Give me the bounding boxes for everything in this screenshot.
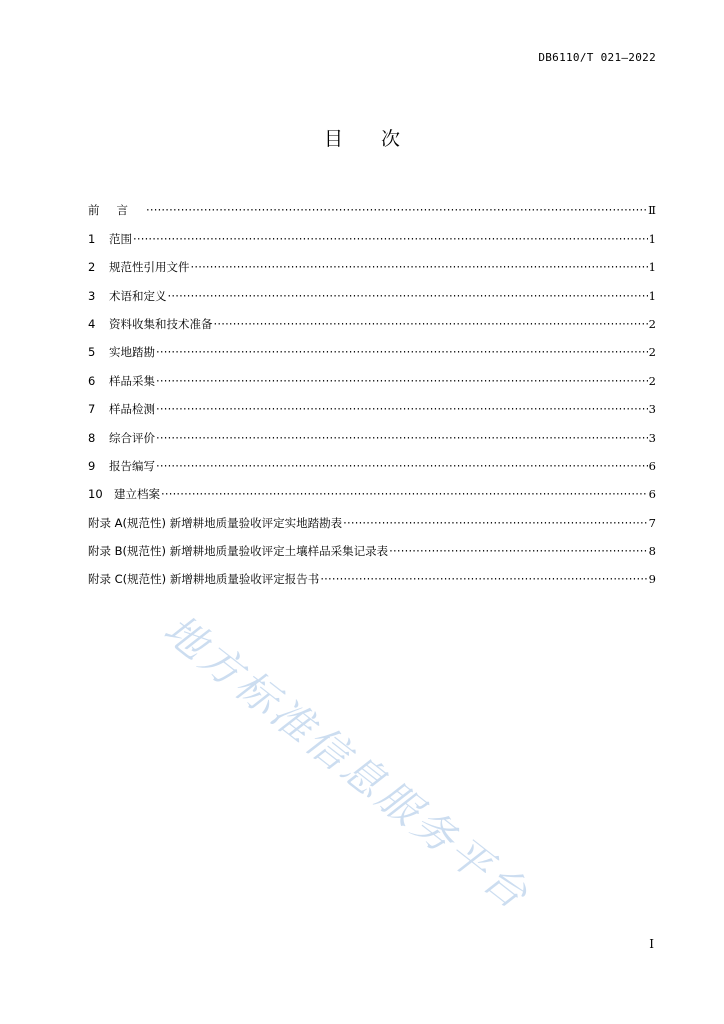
toc-leader-dots	[320, 572, 647, 586]
toc-entry-4[interactable]	[88, 303, 656, 331]
toc-entry-3[interactable]	[88, 274, 656, 302]
toc-leader-dots	[161, 487, 648, 501]
standard-code: DB6110/T 021—2022	[538, 51, 656, 64]
toc-leader-dots	[156, 402, 648, 416]
toc-entry-number: 8	[88, 430, 96, 445]
toc-entry-page: 1	[648, 260, 656, 275]
toc-entry-number: 9	[88, 458, 96, 473]
toc-leader-dots	[214, 317, 648, 331]
toc-entry-page: 6	[648, 458, 656, 473]
watermark: 地方标准信息服务平台	[154, 605, 540, 920]
toc-entry-label: 建立档案	[114, 487, 160, 502]
toc-entry-page: 2	[648, 316, 656, 331]
toc-entry-label: 附录 C(规范性) 新增耕地质量验收评定报告书	[88, 572, 320, 587]
toc-entry-number: 5	[88, 345, 96, 360]
toc-entry-page: 2	[648, 373, 656, 388]
page-number: I	[649, 937, 654, 951]
toc-leader-dots	[156, 459, 648, 473]
toc-entry-number: 4	[88, 316, 96, 331]
toc-leader-dots	[156, 345, 648, 359]
toc-entry-1[interactable]	[88, 217, 656, 245]
toc-entry-label: 资料收集和技术准备	[109, 316, 213, 331]
toc-entry-label: 附录 A(规范性) 新增耕地质量验收评定实地踏勘表	[88, 515, 343, 530]
toc-entry-page: Ⅱ	[648, 203, 656, 218]
toc-entry-appendix-b[interactable]	[88, 530, 656, 558]
toc-entry-page: 8	[648, 544, 656, 559]
toc-entry-page: 9	[648, 572, 656, 587]
toc-entry-number: 10	[88, 487, 103, 502]
toc-entry-page: 3	[648, 430, 656, 445]
toc-entry-page: 3	[648, 402, 656, 417]
toc-entry-label: 综合评价	[109, 430, 155, 445]
toc-entry-label: 样品采集	[109, 373, 155, 388]
toc-entry-page: 7	[648, 515, 656, 530]
toc-entry-page: 1	[648, 231, 656, 246]
toc-entry-page: 6	[648, 487, 656, 502]
toc-entry-6[interactable]	[88, 359, 656, 387]
toc-entry-appendix-a[interactable]	[88, 501, 656, 529]
toc-entry-label: 术语和定义	[109, 288, 167, 303]
table-of-contents	[88, 189, 656, 586]
toc-entry-label: 报告编写	[109, 458, 155, 473]
toc-entry-page: 1	[648, 288, 656, 303]
toc-leader-dots	[343, 516, 648, 530]
toc-entry-10[interactable]	[88, 473, 656, 501]
toc-leader-dots	[156, 374, 648, 388]
toc-entry-label: 附录 B(规范性) 新增耕地质量验收评定土壤样品采集记录表	[88, 544, 389, 559]
toc-leader-dots	[168, 289, 648, 303]
toc-leader-dots	[389, 544, 648, 558]
toc-entry-5[interactable]	[88, 331, 656, 359]
toc-leader-dots	[133, 232, 648, 246]
toc-entry-number: 7	[88, 402, 96, 417]
toc-leader-dots	[156, 431, 648, 445]
toc-entry-appendix-c[interactable]	[88, 558, 656, 586]
toc-entry-foreword[interactable]	[88, 189, 656, 217]
toc-entry-page: 2	[648, 345, 656, 360]
toc-entry-label: 样品检测	[109, 402, 155, 417]
toc-entry-2[interactable]	[88, 246, 656, 274]
toc-entry-8[interactable]	[88, 416, 656, 444]
toc-entry-label: 规范性引用文件	[109, 260, 190, 275]
toc-entry-number: 2	[88, 260, 96, 275]
toc-entry-label: 前言	[88, 203, 145, 218]
toc-leader-dots	[191, 260, 648, 274]
toc-entry-9[interactable]	[88, 445, 656, 473]
toc-entry-label: 范围	[109, 231, 132, 246]
toc-entry-number: 1	[88, 231, 96, 246]
toc-entry-number: 3	[88, 288, 96, 303]
toc-entry-number: 6	[88, 373, 96, 388]
toc-entry-label: 实地踏勘	[109, 345, 155, 360]
toc-entry-7[interactable]	[88, 388, 656, 416]
page-title: 目 次	[323, 128, 417, 150]
toc-leader-dots	[146, 203, 647, 217]
